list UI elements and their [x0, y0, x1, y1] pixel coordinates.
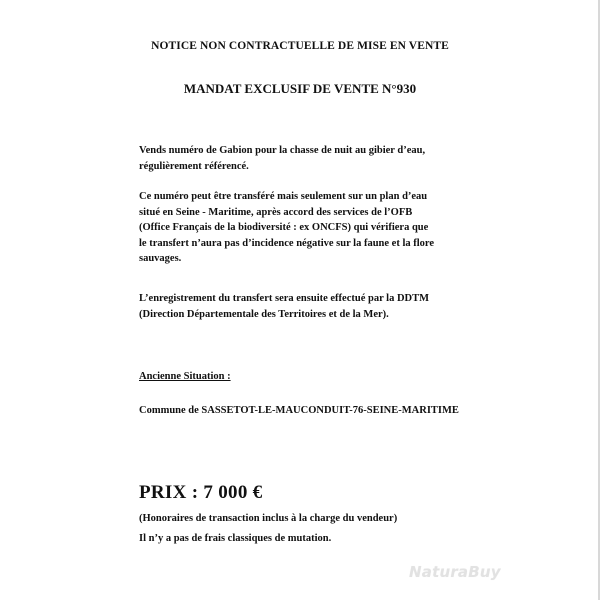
- paragraph-line: Vends numéro de Gabion pour la chasse de nuit au gibier d’eau,: [139, 145, 426, 156]
- paragraph-line: régulièrement référencé.: [139, 160, 249, 172]
- paragraph-line: Ce numéro peut être transféré mais seulement sur un plan d’eau: [139, 191, 428, 202]
- fees-note: (Honoraires de transaction inclus à la charge du vendeur): [139, 513, 398, 524]
- paragraph-line: (Direction Départementale des Territoires et de la Mer).: [139, 308, 389, 320]
- naturabuy-watermark: NaturaBuy: [409, 563, 501, 581]
- notice-heading: NOTICE NON CONTRACTUELLE DE MISE EN VENTE: [151, 40, 449, 52]
- previous-situation-label: Ancienne Situation :: [139, 371, 231, 382]
- paragraph-line: (Office Français de la biodiversité : ex ONCFS) qui vérifiera que: [139, 222, 429, 233]
- description-paragraph: [139, 143, 425, 174]
- paragraph-line: sauvages.: [139, 253, 182, 264]
- registration-paragraph: [139, 291, 429, 322]
- no-fees-note: Il n’y a pas de frais classiques de mutation.: [139, 533, 332, 544]
- paragraph-line: L’enregistrement du transfert sera ensuite effectué par la DDTM: [139, 293, 430, 304]
- mandate-heading: MANDAT EXCLUSIF DE VENTE N°930: [183, 81, 417, 96]
- paragraph-line: le transfert n’aura pas d’incidence négative sur la faune et la flore: [139, 237, 435, 249]
- commune-text: Commune de SASSETOT-LE-MAUCONDUIT-76-SEINE-MARITIME: [139, 405, 459, 416]
- price-heading: PRIX : 7 000 €: [139, 482, 263, 503]
- paragraph-line: situé en Seine - Maritime, après accord des services de l’OFB: [139, 206, 413, 218]
- transfer-conditions-paragraph: [139, 189, 434, 267]
